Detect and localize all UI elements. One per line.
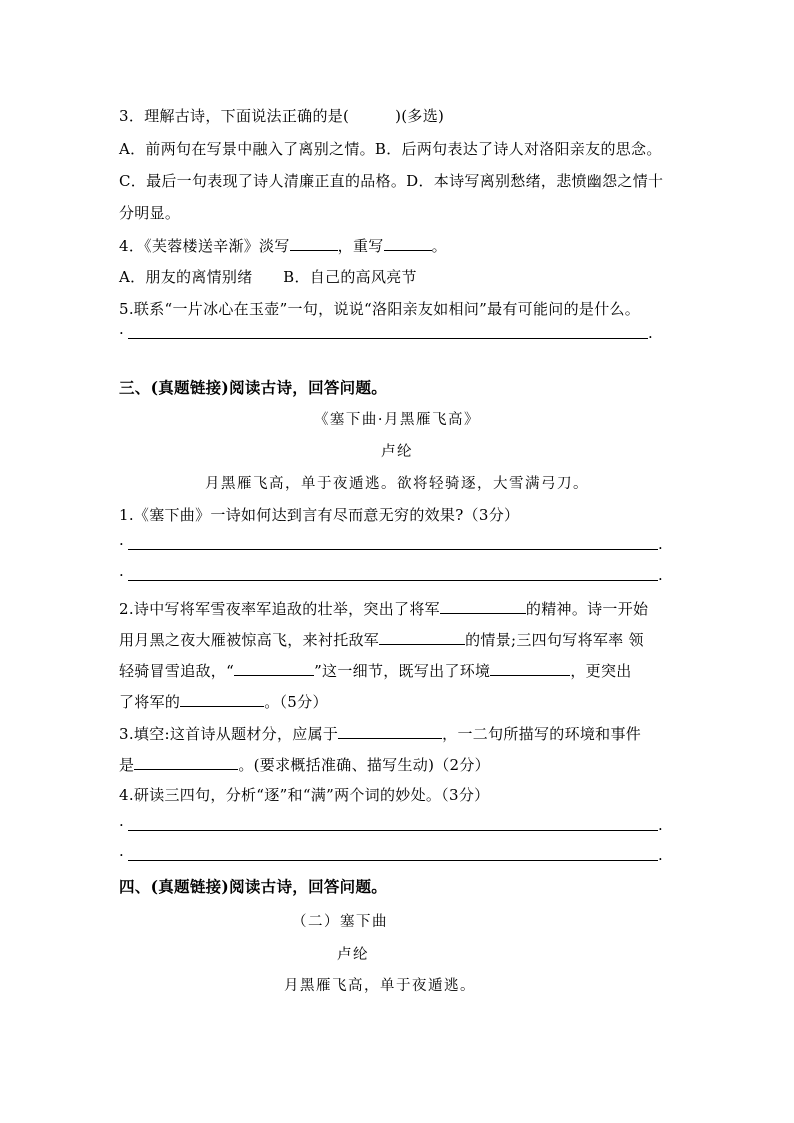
answer-blank[interactable] (379, 629, 465, 645)
question-3-options-cd: C．最后一句表现了诗人清廉正直的品格。D．本诗写离别愁绪，悲愤幽怨之情十 (119, 172, 664, 190)
question-3-text: 3.填空:这首诗从题材分，应属于 (119, 725, 339, 743)
answer-line-end-dot: . (648, 324, 653, 342)
answer-line[interactable] (128, 580, 658, 581)
question-3-options-d-continued: 分明显。 (119, 204, 181, 222)
section-3-question-2-line-3 (119, 660, 632, 681)
question-4-text-b: ，重写 (337, 237, 384, 255)
section-3-question-4: 4.研读三四句，分析“逐”和“满”两个词的妙处。（3分） (119, 786, 490, 804)
answer-line-end-dot: . (658, 535, 663, 553)
section-3-question-2-line-2 (119, 629, 644, 650)
answer-line-end-dot: . (658, 816, 663, 834)
question-3-options-ab: A．前两句在写景中融入了离别之情。B．后两句表达了诗人对洛阳亲友的思念。 (119, 140, 662, 158)
section-3-question-3-line-1 (119, 723, 641, 744)
question-4-text-a: 4．《芙蓉楼送辛渐》淡写 (119, 237, 290, 255)
question-4-text-c: 。 (431, 237, 447, 255)
answer-blank[interactable] (134, 754, 238, 770)
answer-line[interactable] (128, 549, 658, 550)
answer-line-start-dot: · (119, 846, 124, 864)
question-2-text: 的精神。诗一开始 (525, 600, 649, 618)
question-2-text: 。（5分） (264, 693, 328, 711)
question-3-text: 。(要求概括准确、描写生动)（2分） (238, 756, 490, 774)
question-2-text: 了将军的 (119, 693, 181, 711)
answer-blank[interactable] (490, 660, 570, 676)
answer-blank[interactable] (384, 235, 432, 251)
answer-line-end-dot: . (658, 566, 663, 584)
question-2-text: 2.诗中写将军雪夜率军追敌的壮举，突出了将军 (119, 600, 440, 618)
section-3-heading: 三、(真题链接)阅读古诗，回答问题。 (119, 378, 388, 397)
answer-line-start-dot: · (119, 535, 124, 553)
answer-line[interactable] (128, 830, 658, 831)
answer-blank[interactable] (290, 235, 338, 251)
question-4 (119, 235, 447, 256)
question-4-options: A．朋友的离情别绪 B．自己的高风亮节 (119, 268, 417, 286)
poem-author: 卢纶 (381, 444, 413, 460)
question-2-text: ，更突出 (570, 662, 632, 680)
section-3-question-1: 1.《塞下曲》一诗如何达到言有尽而意无穷的效果?（3分） (119, 506, 520, 524)
poem-text: 月黑雁飞高，单于夜遁逃。欲将轻骑逐，大雪满弓刀。 (205, 476, 589, 492)
question-5: 5.联系“一片冰心在玉壶”一句，说说“洛阳亲友如相问”最有可能问的是什么。 (119, 300, 641, 318)
question-3-text: ，一二句所描写的环境和事件 (442, 725, 642, 743)
answer-blank[interactable] (234, 660, 314, 676)
answer-line[interactable] (128, 860, 658, 861)
question-2-text: 轻骑冒雪追敌，“ (119, 662, 235, 680)
question-2-text: 用月黑之夜大雁被惊高飞，来衬托敌军 (119, 631, 380, 649)
answer-line[interactable] (128, 338, 648, 339)
poem-2-author: 卢纶 (337, 947, 369, 963)
poem-2-text: 月黑雁飞高，单于夜遁逃。 (284, 978, 476, 994)
question-2-text: ”这一细节，既写出了环境 (314, 662, 491, 680)
poem-title: 《塞下曲·月黑雁飞高》 (313, 412, 481, 428)
section-3-question-2-line-4 (119, 691, 328, 712)
question-3: 3．理解古诗，下面说法正确的是( )(多选) (119, 107, 445, 125)
answer-line-start-dot: · (119, 816, 124, 834)
question-2-text: 的情景;三四句写将军率 领 (465, 631, 644, 649)
answer-line-start-dot: · (119, 324, 124, 342)
answer-blank[interactable] (180, 691, 264, 707)
answer-line-start-dot: · (119, 566, 124, 584)
answer-blank[interactable] (338, 723, 442, 739)
question-3-text: 是 (119, 756, 135, 774)
section-4-heading: 四、(真题链接)阅读古诗，回答问题。 (119, 877, 388, 896)
section-3-question-2-line-1 (119, 598, 648, 619)
poem-2-title: （二）塞下曲 (292, 914, 388, 930)
answer-blank[interactable] (440, 598, 526, 614)
answer-line-end-dot: . (658, 846, 663, 864)
section-3-question-3-line-2 (119, 754, 490, 775)
